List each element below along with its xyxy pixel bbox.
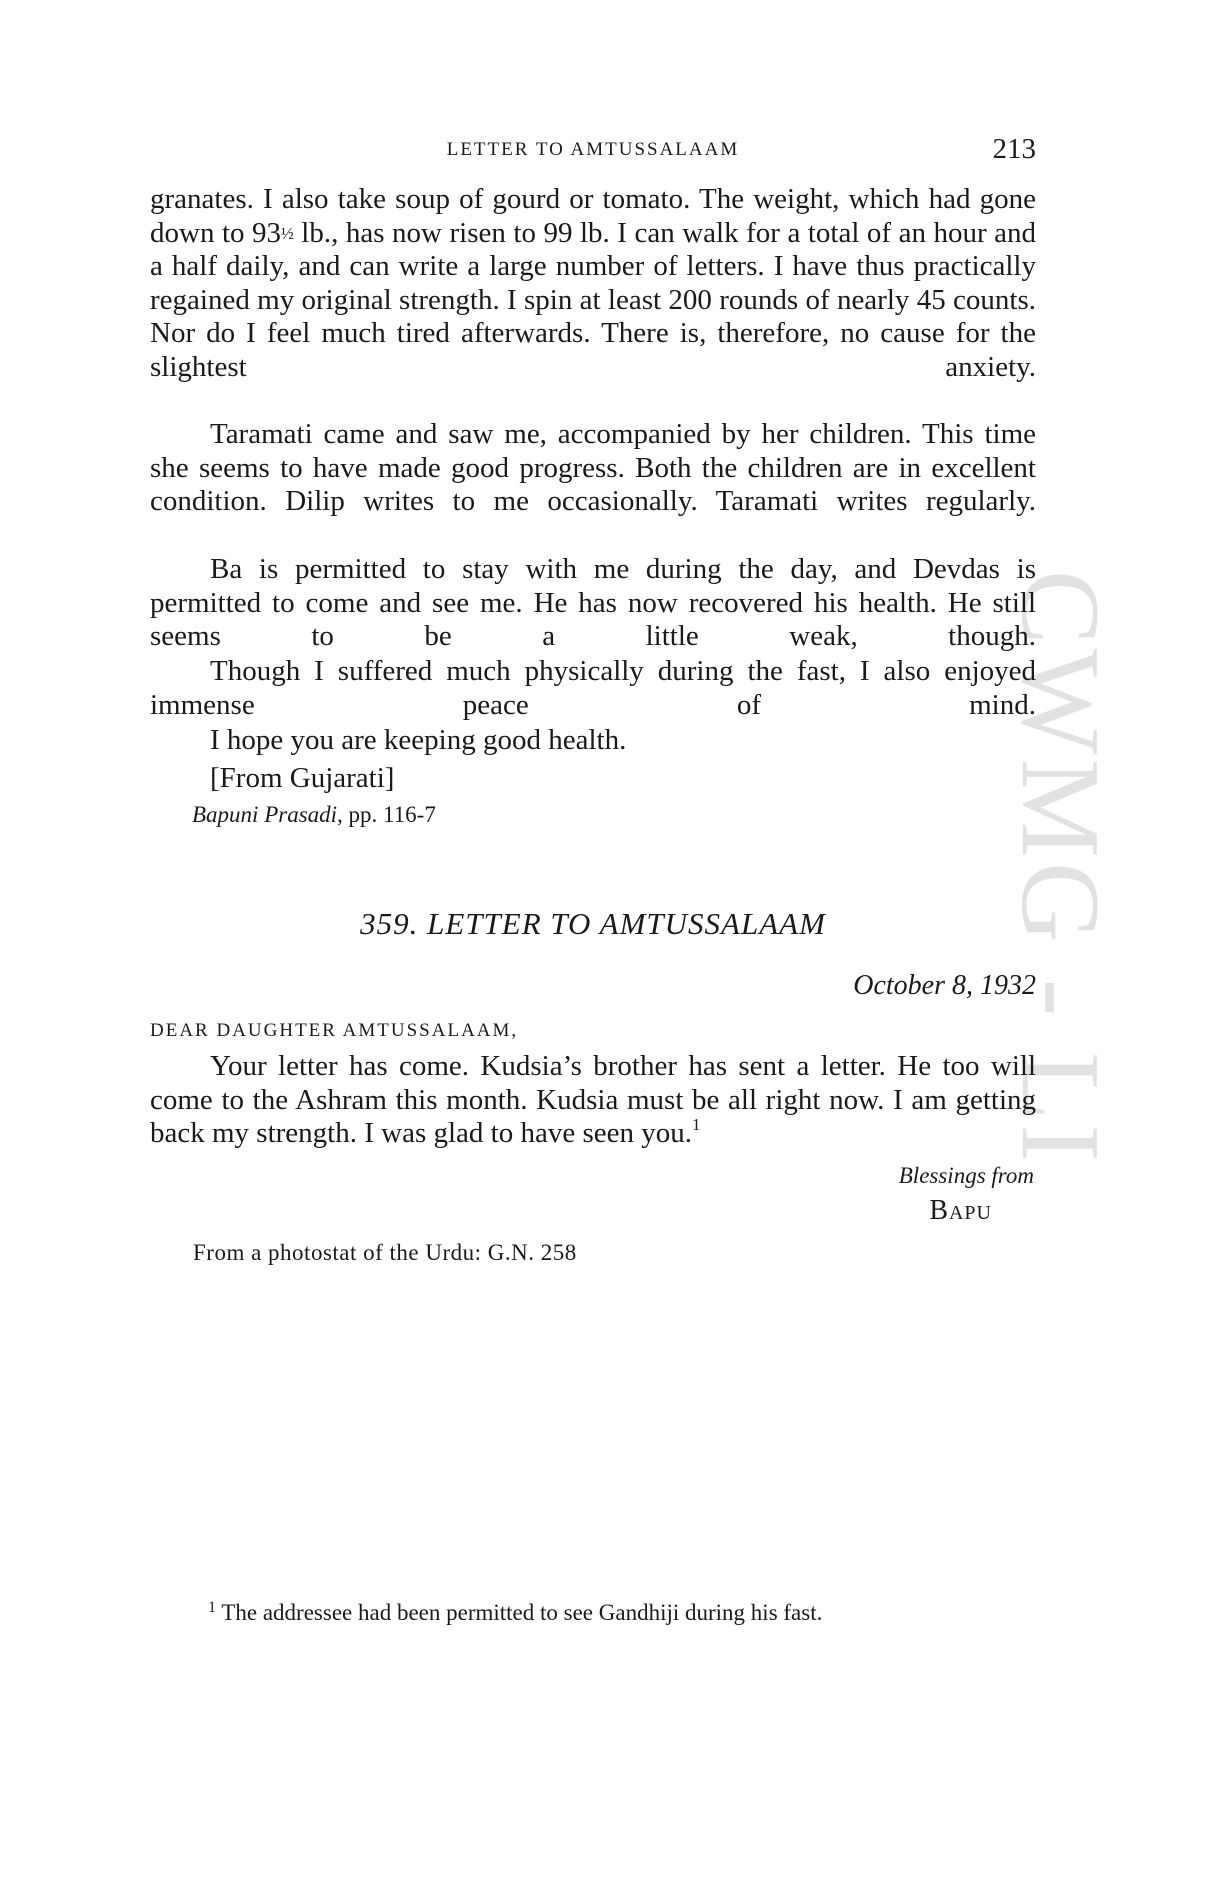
letter-source: From a photostat of the Urdu: G.N. 258: [193, 1240, 577, 1265]
footnote-reference: 1: [692, 1115, 701, 1135]
closing-blessings: Blessings from: [898, 1163, 1034, 1188]
paragraph-weight: [150, 183, 1036, 385]
letter-heading: 359. LETTER TO AMTUSSALAAM: [360, 906, 826, 941]
source-citation: [192, 802, 436, 828]
paragraph-taramati: Taramati came and saw me, accompanied by her children. This time she seems to have made good progress. Both the children are in excellent condition. Dilip writes to me occasionally. Taramati writes regularly.: [150, 418, 1036, 518]
paragraph-ba-devdas: Ba is permitted to stay with me during the day, and Devdas is permitted to come and see me. He has now recovered his health. He still seems to be a little weak, though.: [150, 553, 1036, 653]
letter-body-text: Your letter has come. Kudsia’s brother has sent a letter. He too will come to the Ashram this month. Kudsia must be all right now. I am getting back my strength. I was glad to have seen you.: [150, 1050, 1036, 1150]
letter-body: [150, 1050, 1036, 1151]
paragraph-weight-part-1: granates. I also take soup of gourd or tomato. The weight, which had gone down to 93: [150, 183, 1036, 249]
signature: Bapu: [929, 1195, 992, 1226]
fraction-half: ½: [281, 223, 294, 243]
from-gujarati-note: [From Gujarati]: [210, 762, 395, 794]
page-number: 213: [992, 133, 1036, 165]
watermark-text: CWMG - LI: [998, 570, 1122, 1166]
paragraph-fast: Though I suffered much physically during the fast, I also enjoyed immense peace of mind.: [150, 655, 1036, 721]
source-title: Bapuni Prasadi: [192, 802, 338, 827]
running-head: [150, 133, 1036, 169]
source-pages: , pp. 116-7: [337, 802, 436, 827]
letter-date: October 8, 1932: [853, 970, 1036, 1001]
paragraph-health: I hope you are keeping good health.: [210, 724, 627, 756]
salutation: DEAR DAUGHTER AMTUSSALAAM,: [150, 1020, 519, 1041]
footnote-text: The addressee had been permitted to see Gandhiji during his fast.: [221, 1600, 823, 1625]
paragraph-weight-part-2: lb., has now risen to 99 lb. I can walk for a total of an hour and a half daily, and can write a large number of letters. I have thus practically regained my original strength. I spin at least 200 rounds of nearly 45 counts. Nor do I feel much tired afterwards. There is, therefore, no cause for the slightest anxiety.: [150, 216, 1036, 383]
footnote: [208, 1600, 822, 1626]
running-title: LETTER TO AMTUSSALAAM: [446, 139, 740, 160]
footnote-marker: 1: [208, 1599, 216, 1616]
